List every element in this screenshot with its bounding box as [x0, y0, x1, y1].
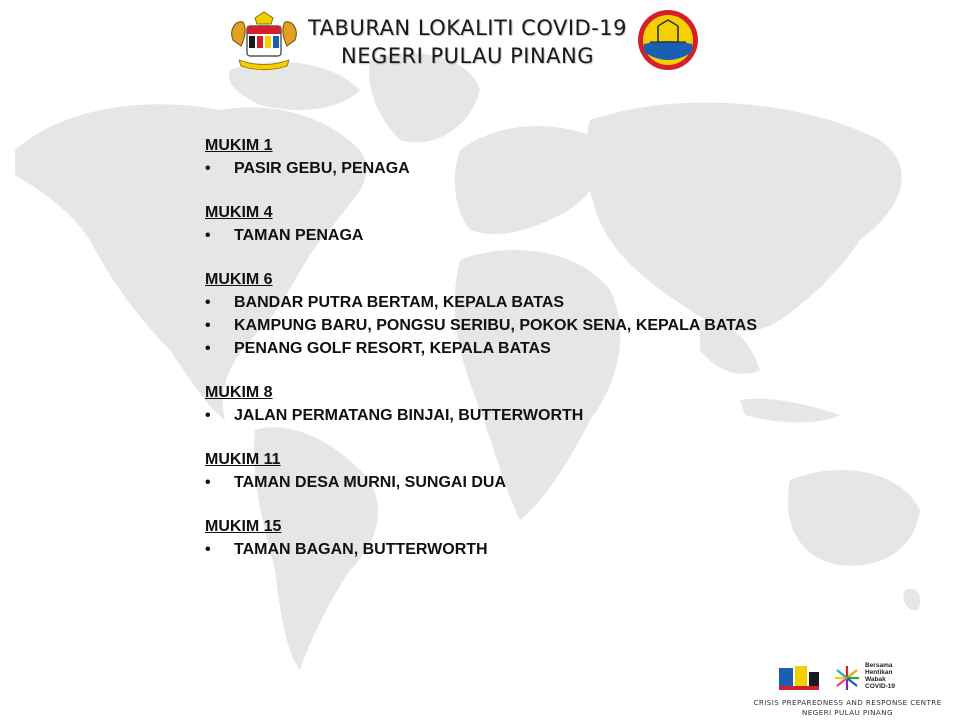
covid-starburst-logo: [835, 666, 859, 690]
mukim-group: [205, 135, 825, 180]
mukim-group: [205, 269, 825, 360]
malaysia-coat-of-arms-logo: [225, 10, 303, 74]
mukim-group: [205, 449, 825, 494]
bullet-icon: •: [205, 474, 211, 491]
mukim-group: [205, 516, 825, 561]
locality-name: PENANG GOLF RESORT, KEPALA BATAS: [234, 340, 551, 357]
header: [225, 8, 700, 76]
locality-item: [205, 291, 825, 314]
bullet-icon: •: [205, 227, 211, 244]
locality-item: [205, 224, 825, 247]
penang-state-logo: [636, 8, 700, 72]
mukim-title: MUKIM 4: [205, 204, 273, 221]
org-line-2: NEGERI PULAU PINANG: [802, 708, 893, 717]
bullet-icon: •: [205, 407, 211, 424]
mukim-title: MUKIM 6: [205, 271, 273, 288]
locality-item: [205, 471, 825, 494]
locality-item: [205, 404, 825, 427]
mukim-group: [205, 382, 825, 427]
covid-tagline: Bersama Hentikan Wabak COVID-19: [865, 662, 895, 690]
organization-name: [735, 698, 960, 718]
bullet-icon: •: [205, 160, 211, 177]
mukim-title: MUKIM 8: [205, 384, 273, 401]
mukim-group: [205, 202, 825, 247]
bullet-icon: •: [205, 317, 211, 334]
bullet-icon: •: [205, 340, 211, 357]
page-title: [305, 14, 630, 70]
locality-name: TAMAN DESA MURNI, SUNGAI DUA: [234, 474, 506, 491]
locality-name: TAMAN PENAGA: [234, 227, 364, 244]
locality-item: [205, 314, 825, 337]
title-line-1: TABURAN LOKALITI COVID-19: [307, 16, 628, 40]
mukim-title: MUKIM 15: [205, 518, 282, 535]
locality-name: PASIR GEBU, PENAGA: [234, 160, 410, 177]
locality-list: [205, 135, 825, 583]
locality-name: TAMAN BAGAN, BUTTERWORTH: [234, 541, 488, 558]
mukim-title: MUKIM 1: [205, 137, 273, 154]
footer: [735, 660, 960, 720]
locality-item: [205, 157, 825, 180]
title-line-2: NEGERI PULAU PINANG: [340, 44, 595, 68]
locality-name: JALAN PERMATANG BINJAI, BUTTERWORTH: [234, 407, 584, 424]
org-line-1: CRISIS PREPAREDNESS AND RESPONSE CENTRE: [753, 698, 942, 707]
locality-name: BANDAR PUTRA BERTAM, KEPALA BATAS: [234, 294, 565, 311]
locality-item: [205, 337, 825, 360]
bullet-icon: •: [205, 541, 211, 558]
locality-item: [205, 538, 825, 561]
locality-name: KAMPUNG BARU, PONGSU SERIBU, POKOK SENA, KEPALA BATAS: [234, 317, 757, 334]
mukim-title: MUKIM 11: [205, 451, 281, 468]
bullet-icon: •: [205, 294, 211, 311]
